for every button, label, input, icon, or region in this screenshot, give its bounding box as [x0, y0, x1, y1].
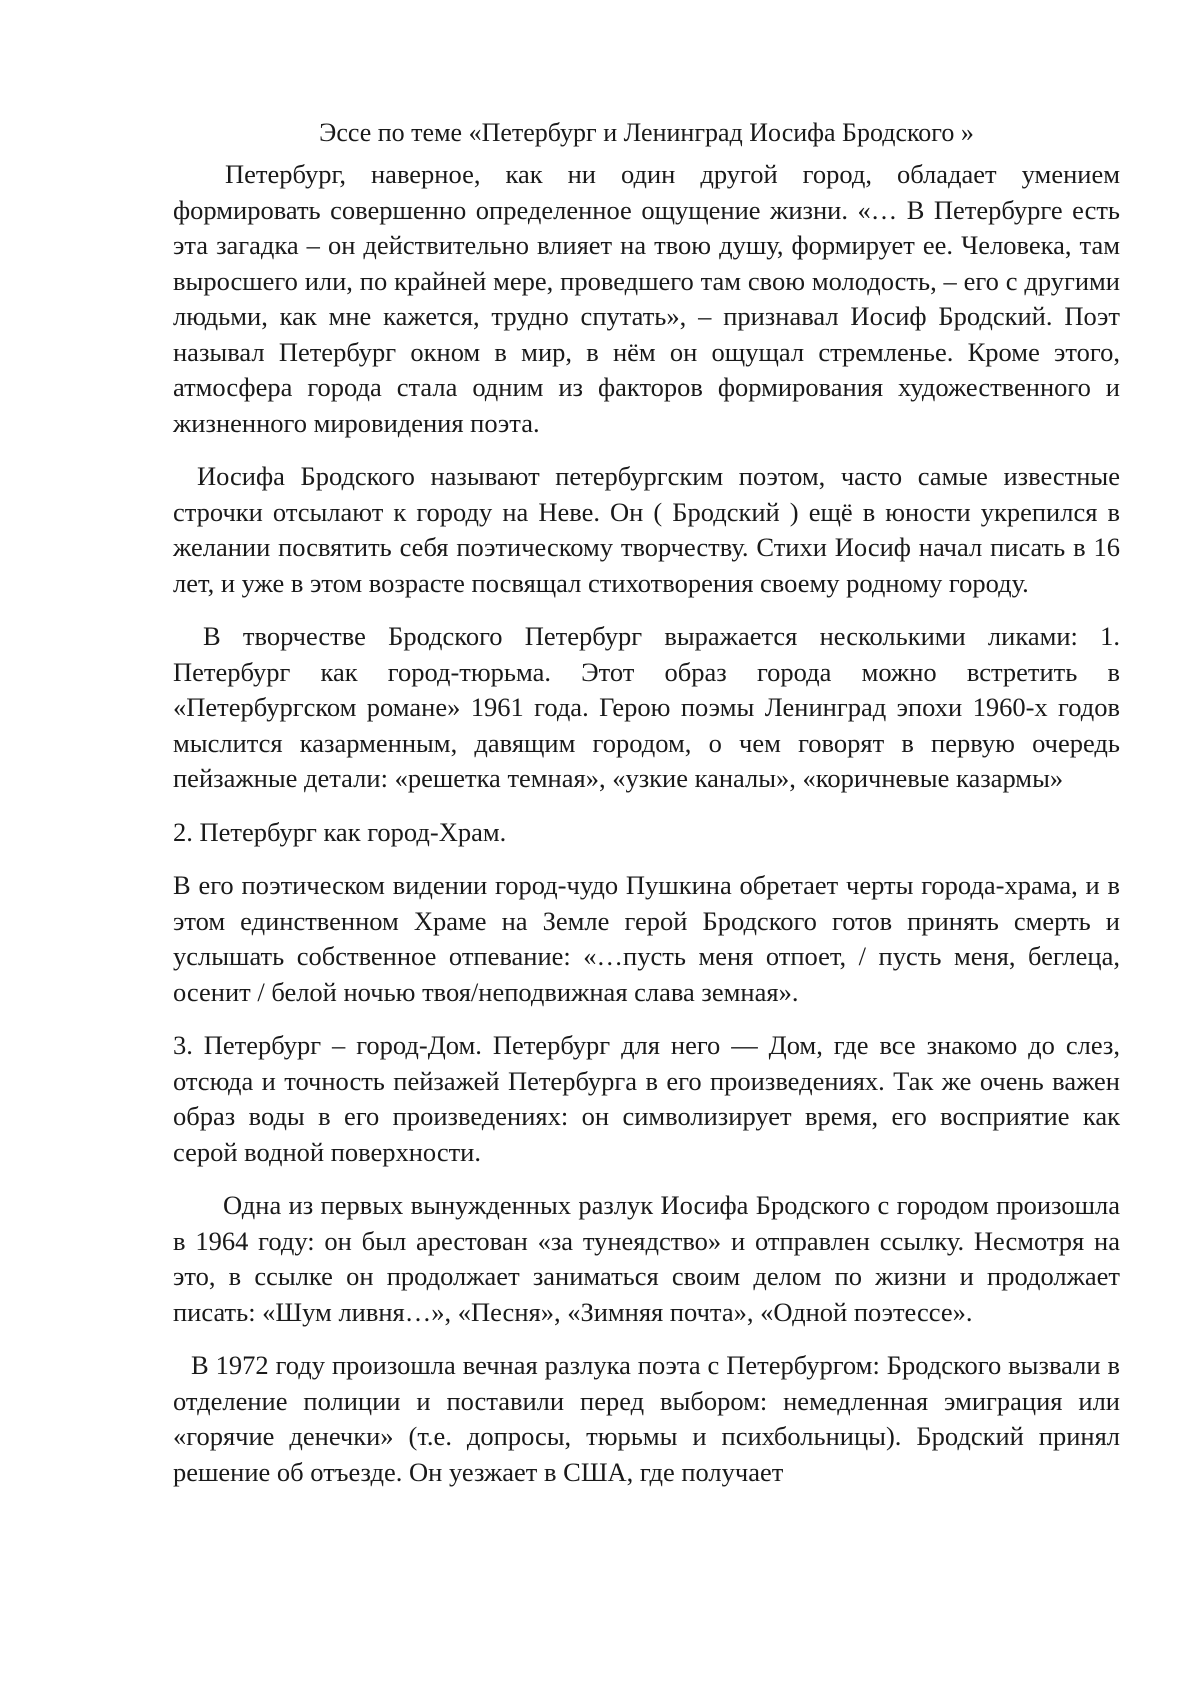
paragraph-city-prison: В творчестве Бродского Петербург выражается несколькими ликами: 1. Петербург как город-тюрьма. Этот образ города можно встретить в «Петербургском романе» 1961 года. Герою поэмы Ленинград эпохи 1960-х годов мыслится казарменным, давящим городом, о чем говорят в первую очередь пейзажные детали: «решетка темная», «узкие каналы», «коричневые казармы»: [173, 621, 1120, 793]
document-body: [173, 115, 1120, 1490]
paragraph-brodsky-poet: Иосифа Бродского называют петербургским поэтом, часто самые известные строчки отсылают к городу на Неве. Он ( Бродский ) ещё в юности укрепился в желании посвятить себя поэтическому творчеству. Стихи Иосиф начал писать в 16 лет, и уже в этом возрасте посвящал стихотворения своему родному городу.: [173, 461, 1120, 598]
paragraph-city-temple-heading: 2. Петербург как город-Храм.: [173, 816, 507, 847]
paragraph-city-home: 3. Петербург – город-Дом. Петербург для него — Дом, где все знакомо до слез, отсюда и точность пейзажей Петербурга в его произведениях. Так же очень важен образ воды в его произведениях: он символизирует время, его восприятие как серой водной поверхности.: [173, 1030, 1120, 1167]
essay-title: Эссе по теме «Петербург и Ленинград Иосифа Бродского »: [319, 118, 974, 147]
paragraph-emigration-1972: В 1972 году произошла вечная разлука поэта с Петербургом: Бродского вызвали в отделение полиции и поставили перед выбором: немедленная эмиграция или «горячие денечки» (т.е. допросы, тюрьмы и психбольницы). Бродский принял решение об отъезде. Он уезжает в США, где получает: [173, 1350, 1120, 1487]
paragraph-city-temple: В его поэтическом видении город-чудо Пушкина обретает черты города-храма, и в этом единственном Храме на Земле герой Бродского готов принять смерть и услышать собственное отпевание: «…пусть меня отпоет, / пусть меня, беглеца, осенит / белой ночью твоя/неподвижная слава земная».: [173, 870, 1120, 1007]
paragraph-intro: Петербург, наверное, как ни один другой город, обладает умением формировать совершенно определенное ощущение жизни. «… В Петербурге есть эта загадка – он действительно влияет на твою душу, формирует ее. Человека, там выросшего или, по крайней мере, проведшего там свою молодость, – его с другими людьми, как мне кажется, трудно спутать», – признавал Иосиф Бродский. Поэт называл Петербург окном в мир, в нём он ощущал стремленье. Кроме этого, атмосфера города стала одним из факторов формирования художественного и жизненного мировидения поэта.: [173, 159, 1120, 438]
paragraph-exile-1964: Одна из первых вынужденных разлук Иосифа Бродского с городом произошла в 1964 году: он был арестован «за тунеядство» и отправлен ссылку. Несмотря на это, в ссылке он продолжает заниматься своим делом по жизни и продолжает писать: «Шум ливня…», «Песня», «Зимняя почта», «Одной поэтессе».: [173, 1190, 1120, 1327]
